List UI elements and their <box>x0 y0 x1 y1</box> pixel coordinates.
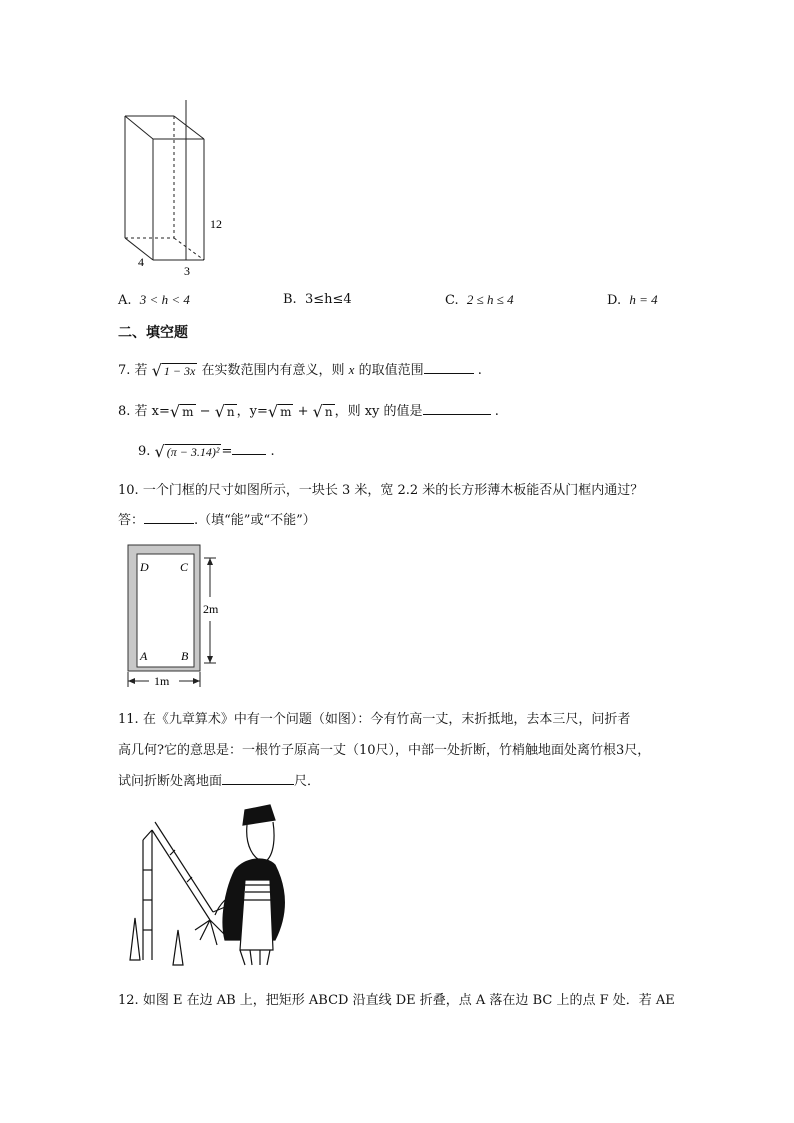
answer-blank-11[interactable] <box>222 772 294 785</box>
sqrt-expression: √ 1 − 3x <box>151 360 196 380</box>
section-title: 二、填空题 <box>118 325 188 341</box>
question-10-line-2: 答： .（填“能”或“不能”） <box>118 513 316 528</box>
prism-figure <box>118 98 248 280</box>
question-8: 8. 若 x= √ m − √ n ，y= √ m + √ n ，则 xy 的值是 . <box>118 401 499 421</box>
answer-blank-9[interactable] <box>232 442 266 455</box>
answer-blank-8[interactable] <box>423 402 491 415</box>
label-a: A <box>140 649 148 663</box>
question-9: 9. √ (π − 3.14)² = . <box>138 441 275 461</box>
label-height: 2m <box>203 602 219 616</box>
sqrt-expression: √ (π − 3.14)² <box>154 441 220 461</box>
question-11-line-3: 试问折断处离地面 尺． <box>118 774 321 789</box>
question-11-line-2: 高几何?它的意思是：一根竹子原高一丈（10尺），中部一处折断，竹梢触地面处离竹根3尺， <box>118 743 651 758</box>
label-c: C <box>180 560 189 574</box>
question-12: 12. 如图 E 在边 AB 上，把矩形 ABCD 沿直线 DE 折叠，点 A 落在边 BC 上的点 F 处．若 AE <box>118 993 675 1008</box>
answer-blank-7[interactable] <box>424 361 474 374</box>
label-d: D <box>140 560 149 574</box>
prism-label-length: 4 <box>138 255 144 269</box>
label-width: 1m <box>154 674 170 688</box>
prism-label-width: 3 <box>184 264 190 278</box>
option-c[interactable]: C. 2 ≤ h ≤ 4 <box>445 292 514 308</box>
scholar-bamboo-illustration <box>125 800 320 970</box>
label-b: B <box>181 649 189 663</box>
door-frame-figure <box>124 541 234 691</box>
option-a[interactable]: A. 3 < h < 4 <box>118 292 190 308</box>
prism-label-height: 12 <box>210 217 222 231</box>
question-7: 7. 若 √ 1 − 3x 在实数范围内有意义，则 x 的取值范围 . <box>118 360 482 380</box>
option-b[interactable]: B. 3≤h≤4 <box>283 292 352 307</box>
option-d[interactable]: D. h = 4 <box>607 292 658 308</box>
answer-blank-10[interactable] <box>144 511 194 524</box>
question-10-line-1: 10. 一个门框的尺寸如图所示，一块长 3 米，宽 2.2 米的长方形薄木板能否从门框内通过？ <box>118 483 644 498</box>
question-11-line-1: 11. 在《九章算术》中有一个问题（如图）：今有竹高一丈，末折抵地，去本三尺，问折者 <box>118 712 631 727</box>
